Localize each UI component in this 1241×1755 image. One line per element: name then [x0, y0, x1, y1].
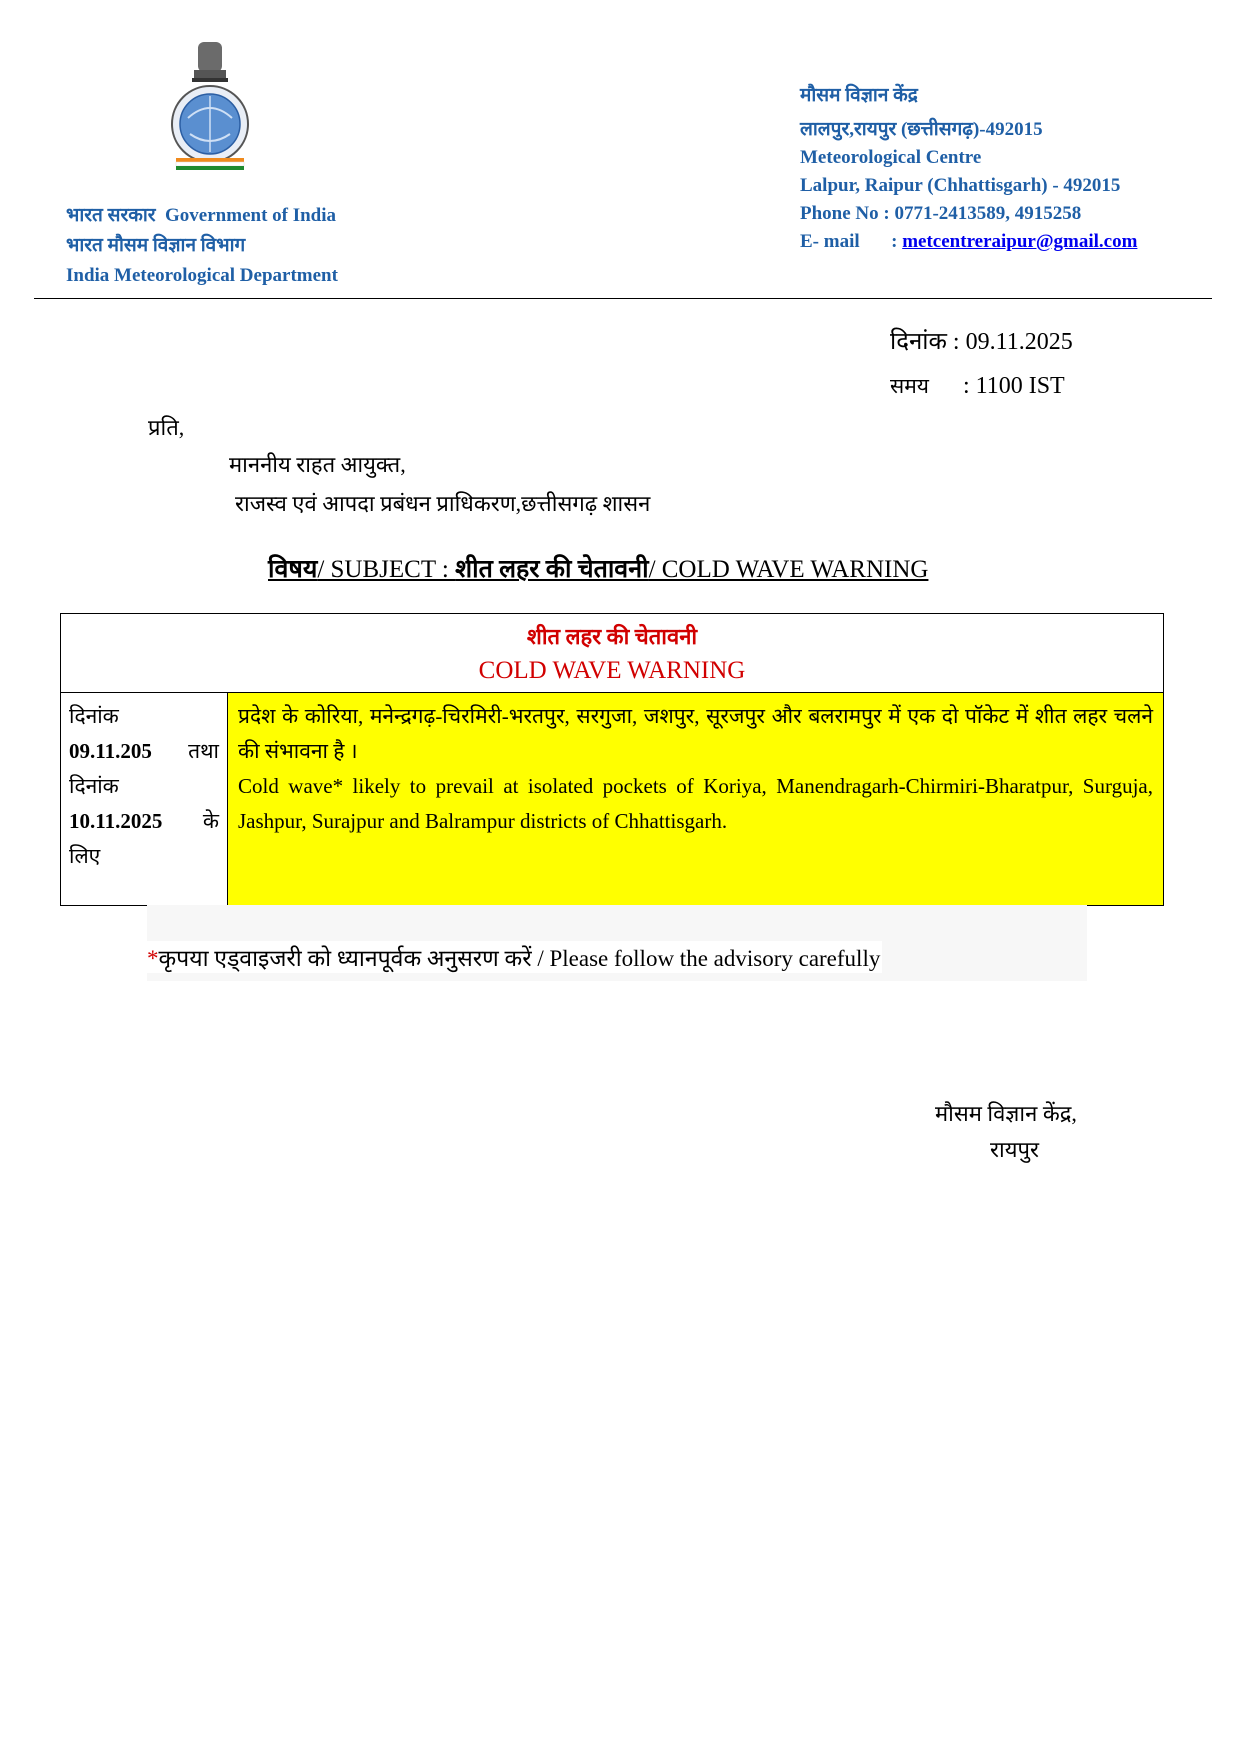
date-row4 [69, 804, 219, 839]
warning-header-cell [61, 614, 1164, 693]
imd-hindi: भारत मौसम विज्ञान विभाग [66, 235, 246, 256]
gov-line [66, 201, 338, 231]
mc-english: Meteorological Centre [800, 147, 982, 168]
address-english: Lalpur, Raipur (Chhattisgarh) - 492015 [800, 175, 1121, 196]
subject-line [268, 551, 928, 585]
subject-part4: / COLD WAVE WARNING [648, 556, 929, 583]
email-line [800, 228, 1137, 256]
date-value2: 10.11.2025 [69, 809, 163, 833]
warning-message-hindi: प्रदेश के कोरिया, मनेन्द्रगढ़-चिरमिरी-भरतपुर, सरगुजा, जशपुर, सूरजपुर और बलरामपुर में एक दो पॉकेट में शीत लहर चलने की संभावना है । [238, 704, 1153, 763]
email-label: E- mail [800, 231, 860, 252]
subject-part3: शीत लहर की चेतावनी [455, 556, 649, 583]
addressee-prati: प्रति, [148, 415, 185, 440]
signature-line2: रायपुर [990, 1137, 1039, 1162]
advisory-note [147, 941, 882, 973]
date-row3: दिनांक [69, 774, 119, 798]
imd-emblem-icon [168, 38, 252, 174]
signature-line1: मौसम विज्ञान केंद्र, [935, 1101, 1077, 1126]
warning-message-english: Cold wave* likely to prevail at isolated pockets of Koriya, Manendragarh-Chirmiri-Bharatpur, Surguja, Jashpur, Surajpur and Balrampur districts of Chhattisgarh. [238, 774, 1153, 833]
date-value1: 09.11.205 [69, 739, 152, 763]
time-label: समय [890, 374, 929, 398]
advisory-star: * [147, 946, 159, 971]
time-line [890, 364, 1073, 408]
advisory-text: कृपया एड्वाइजरी को ध्यानपूर्वक अनुसरण करें / Please follow the advisory carefully [158, 946, 881, 971]
addressee-line1: माननीय राहत आयुक्त, [229, 452, 406, 477]
time-value: : 1100 IST [962, 373, 1065, 399]
email-link[interactable]: metcentreraipur@gmail.com [902, 231, 1138, 252]
phone-line: Phone No : 0771-2413589, 4915258 [800, 203, 1082, 224]
warning-message-cell [228, 693, 1164, 906]
header-right [800, 82, 1137, 256]
address-hindi: लालपुर,रायपुर (छत्तीसगढ़)-492015 [800, 119, 1043, 140]
date-row5: लिए [69, 844, 101, 868]
subject-part2: / SUBJECT : [317, 556, 456, 583]
date-time-block [890, 320, 1073, 408]
subject-part1: विषय [268, 556, 318, 583]
gov-hindi: भारत सरकार [66, 205, 156, 226]
header-divider [34, 298, 1212, 299]
header-left [66, 201, 338, 291]
warning-title-english: COLD WAVE WARNING [478, 657, 746, 684]
warning-table [60, 613, 1164, 906]
mc-hindi: मौसम विज्ञान केंद्र [800, 85, 918, 106]
validity-date-cell [61, 693, 228, 906]
date-conj: तथा [188, 739, 219, 763]
date-postposition: के [202, 809, 219, 833]
imd-english: India Meteorological Department [66, 265, 338, 286]
date-row2 [69, 734, 219, 769]
email-sep: : [891, 231, 898, 252]
addressee-line2: राजस्व एवं आपदा प्रबंधन प्राधिकरण,छत्तीसगढ़ शासन [235, 491, 651, 516]
warning-title-hindi: शीत लहर की चेतावनी [526, 624, 698, 649]
date-line: दिनांक : 09.11.2025 [890, 329, 1073, 355]
date-row1: दिनांक [69, 704, 119, 728]
gov-english: Government of India [165, 205, 337, 226]
